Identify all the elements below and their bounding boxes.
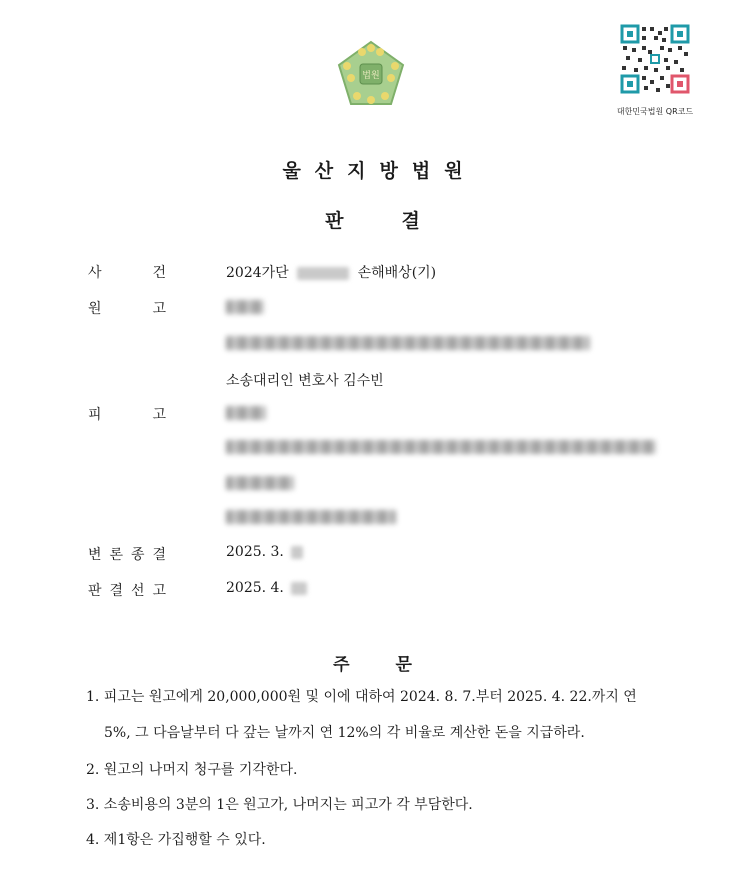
plaintiff-agent: 소송대리인 변호사 김수빈 — [226, 373, 384, 389]
defendant-label — [88, 404, 166, 424]
case-name: 손해배상(기) — [357, 265, 437, 281]
judgment-label-char: 결 — [109, 583, 124, 599]
redacted-judgment-day — [291, 582, 307, 595]
case-label-char: 사 — [88, 265, 102, 281]
qr-label: 대한민국법원 QR코드 — [616, 107, 694, 116]
defendant-label-char: 고 — [152, 407, 166, 423]
qr-code-icon — [620, 24, 690, 94]
court-emblem — [335, 38, 407, 110]
case-number-prefix: 2024가단 — [226, 265, 289, 281]
redacted-defendant-agent — [226, 510, 396, 524]
plaintiff-label-char: 원 — [88, 301, 102, 317]
redacted-plaintiff-name — [226, 300, 264, 314]
closing-date — [226, 544, 303, 560]
order-item-1: 1. 피고는 원고에게 20,000,000원 및 이에 대하여 2024. 8. 7.부터 2025. 4. 22.까지 연 — [86, 689, 637, 705]
case-value — [226, 262, 436, 282]
closing-label-char: 변 — [88, 547, 102, 563]
order-item-2: 2. 원고의 나머지 청구를 기각한다. — [86, 762, 298, 778]
court-name: 울산지방법원 — [282, 160, 477, 182]
order-item-1-continued: 5%, 그 다음날부터 다 갚는 날까지 연 12%의 각 비율로 계산한 돈을 지급하라. — [104, 725, 585, 741]
closing-label-char: 종 — [130, 547, 145, 563]
closing-label-char: 론 — [109, 547, 124, 563]
judgment-date — [226, 580, 307, 596]
judgment-label-char: 판 — [88, 583, 102, 599]
order-item-3: 3. 소송비용의 3분의 1은 원고가, 나머지는 피고가 각 부담한다. — [86, 797, 473, 813]
redacted-defendant-address-line2 — [226, 476, 294, 490]
closing-date-text: 2025. 3. — [226, 544, 284, 560]
svg-text:법원: 법원 — [362, 71, 380, 81]
defendant-label-char: 피 — [88, 407, 102, 423]
closing-label — [88, 544, 166, 564]
redacted-case-number — [297, 267, 349, 280]
redacted-defendant-name — [226, 406, 266, 420]
judgment-label-char: 고 — [152, 583, 166, 599]
judgment-date-text: 2025. 4. — [226, 580, 284, 596]
judgment-date-label — [88, 580, 166, 600]
redacted-defendant-address — [226, 440, 656, 454]
case-label — [88, 262, 166, 282]
document-title: 판결 — [325, 210, 478, 232]
closing-label-char: 결 — [152, 547, 166, 563]
case-label-char: 건 — [152, 265, 166, 281]
section-title: 주문 — [333, 655, 458, 675]
redacted-closing-day — [291, 546, 303, 559]
order-item-4: 4. 제1항은 가집행할 수 있다. — [86, 832, 266, 848]
plaintiff-label-char: 고 — [152, 301, 166, 317]
plaintiff-label — [88, 298, 166, 318]
redacted-plaintiff-address — [226, 336, 590, 350]
judgment-label-char: 선 — [130, 583, 145, 599]
qr-code[interactable] — [612, 24, 698, 120]
